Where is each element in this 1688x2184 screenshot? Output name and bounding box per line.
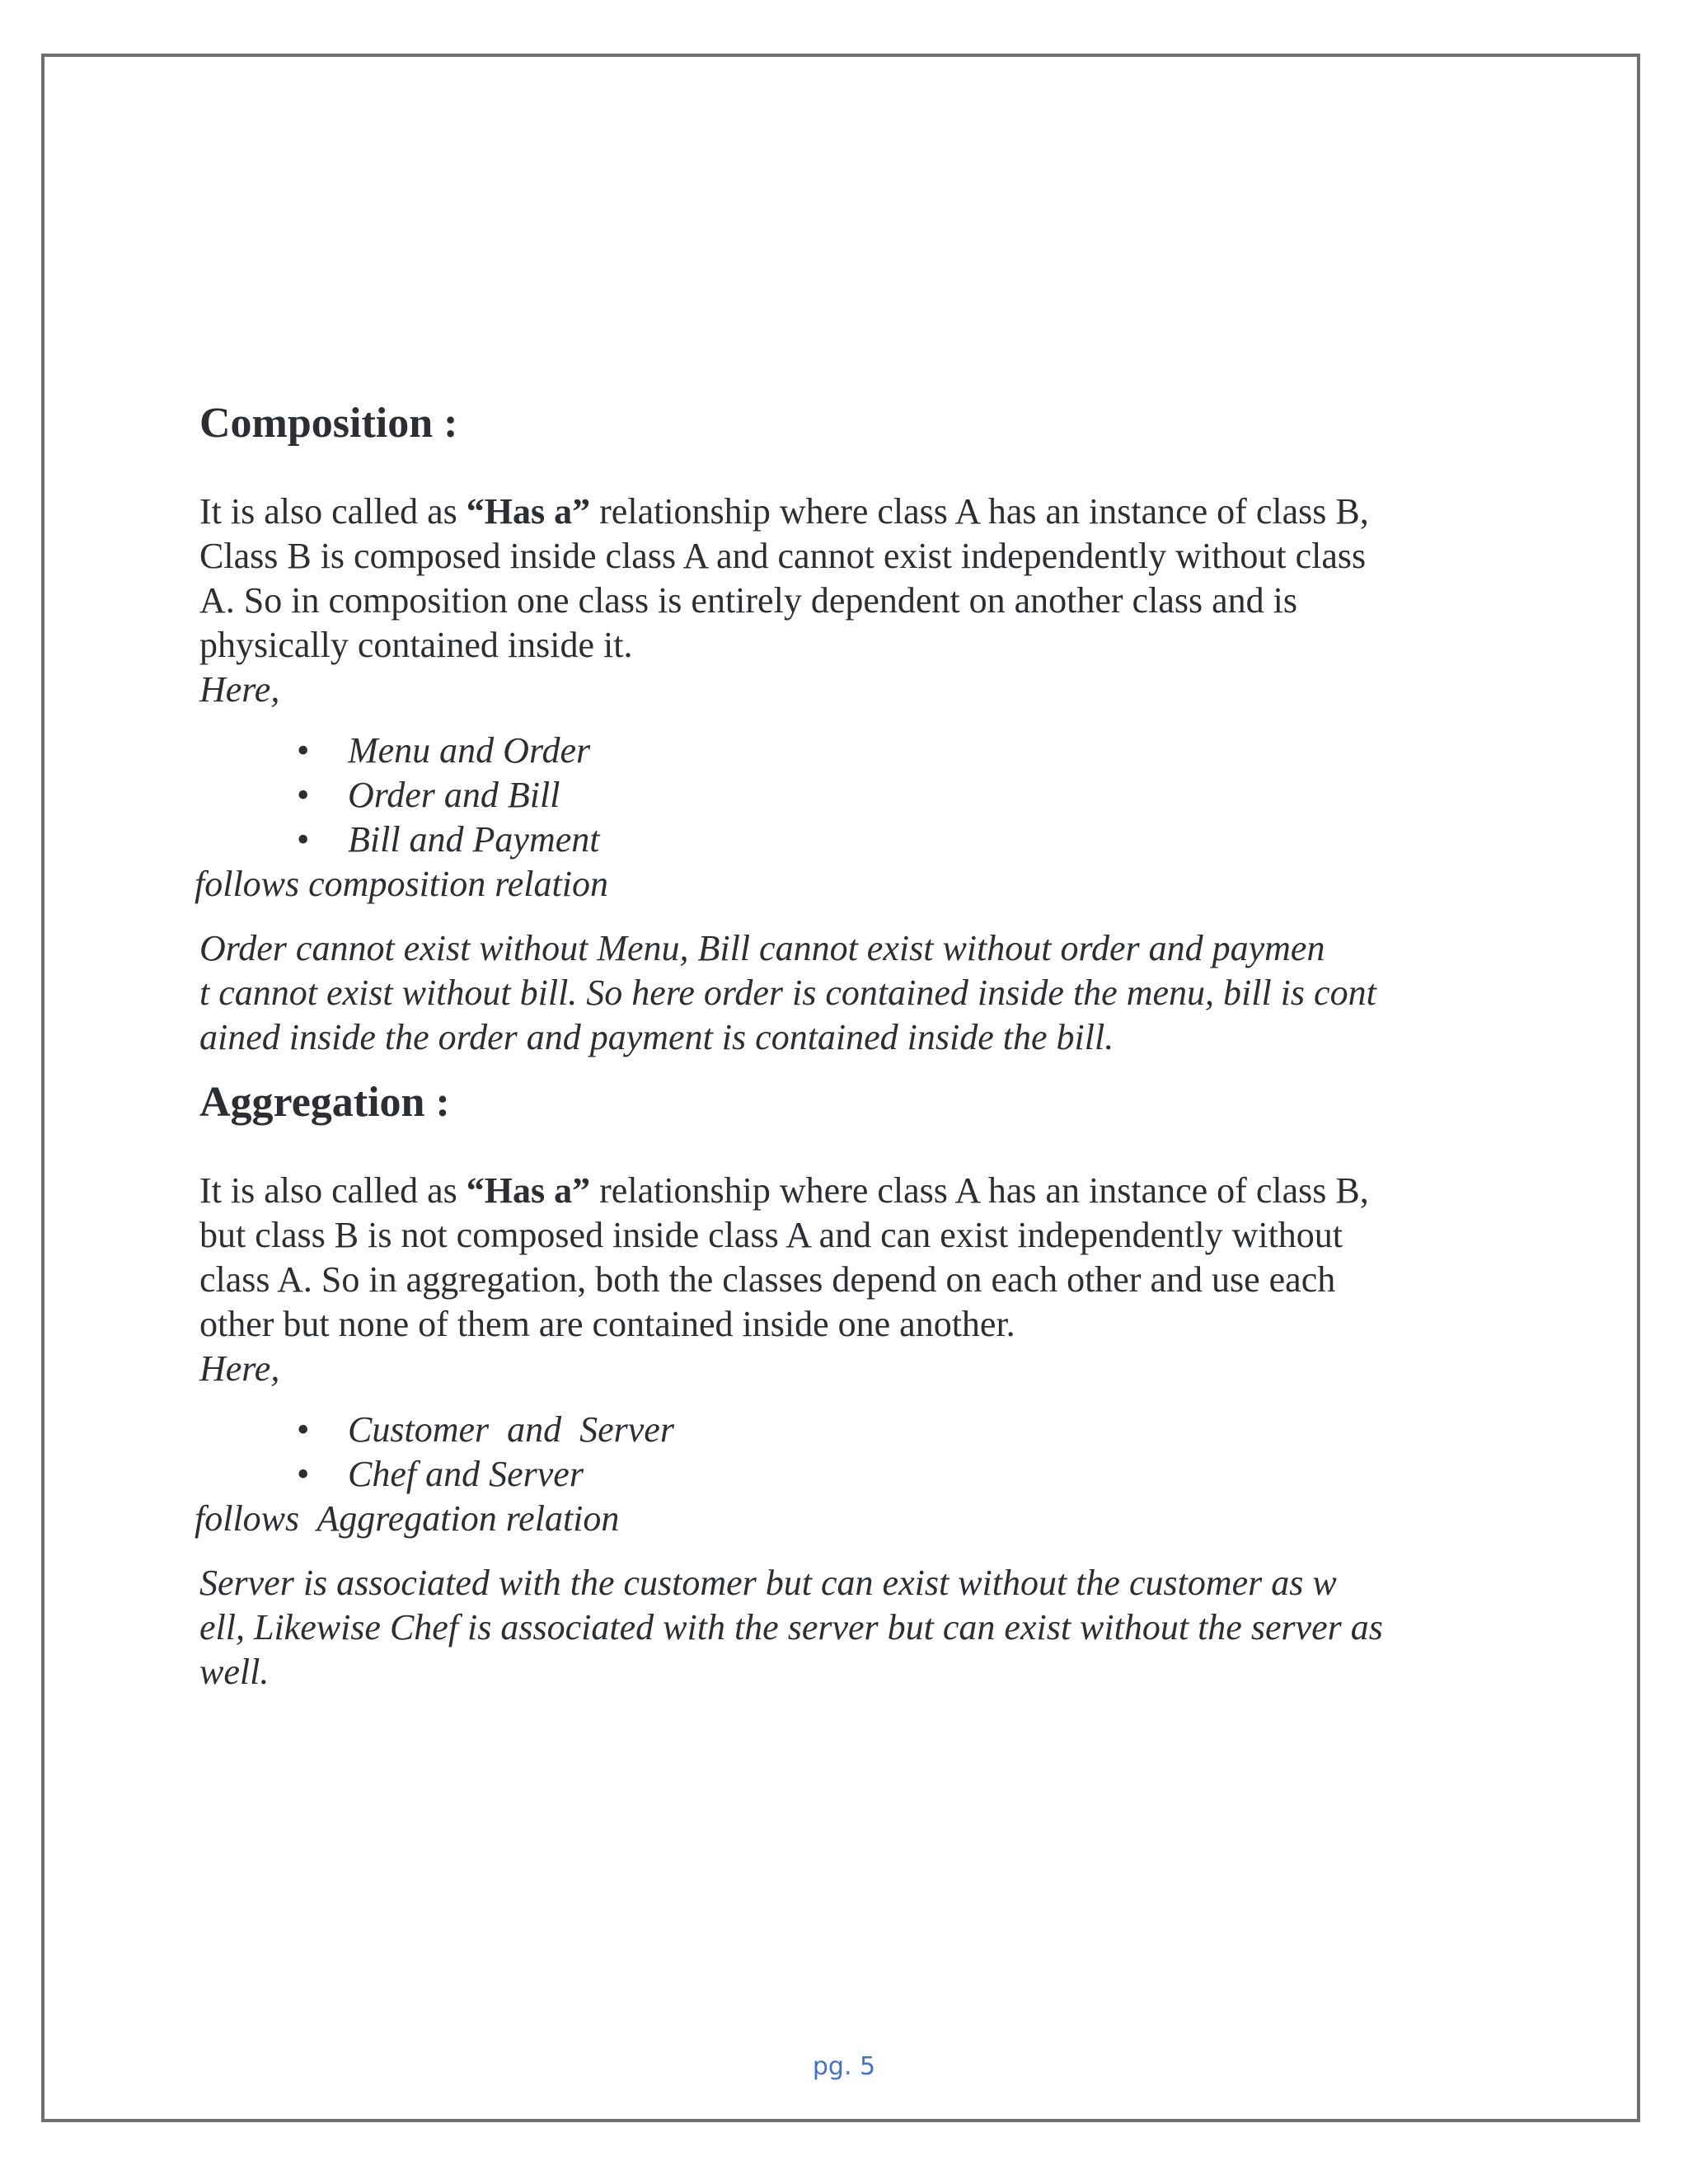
aggregation-follows: follows Aggregation relation	[195, 1498, 620, 1539]
composition-intro-pre: It is also called as	[199, 491, 467, 532]
list-item-label: Bill and Payment	[348, 819, 600, 860]
list-item-label: Chef and Server	[348, 1454, 584, 1494]
page-number: pg. 5	[812, 2052, 876, 2081]
list-item	[199, 773, 1485, 818]
composition-follows: follows composition relation	[195, 864, 608, 904]
aggregation-list	[199, 1408, 1485, 1497]
aggregation-heading: Aggregation :	[199, 1079, 450, 1126]
list-item	[199, 729, 1485, 773]
bullet-icon: •	[297, 775, 310, 815]
composition-explanation: Order cannot exist without Menu, Bill cannot exist without order and paymen t cannot exist without bill. So here order is contained inside the menu, bill is cont ained inside the order and payment is contained inside the bill.	[199, 928, 1376, 1057]
composition-here: Here,	[199, 669, 280, 710]
list-item-label: Menu and Order	[348, 730, 591, 771]
list-item	[199, 1408, 1485, 1452]
bullet-icon: •	[297, 819, 310, 860]
aggregation-intro	[199, 1169, 1485, 1347]
bullet-icon: •	[297, 1454, 310, 1494]
document-body	[195, 397, 1485, 1694]
composition-intro-post: relationship where class A has an instance of class B, Class B is composed inside class A and cannot exist independently without class A. So in composition one class is entirely dependent on another class and is physically contained inside it.	[199, 491, 1369, 665]
list-item	[199, 1452, 1485, 1497]
list-item	[199, 818, 1485, 862]
bullet-icon: •	[297, 1409, 310, 1450]
composition-list	[199, 729, 1485, 862]
composition-heading: Composition :	[199, 400, 458, 447]
composition-intro	[199, 490, 1485, 668]
aggregation-explanation: Server is associated with the customer but can exist without the customer as w ell, Likewise Chef is associated with the server but can exist without the server as well.	[199, 1563, 1383, 1692]
list-item-label: Order and Bill	[348, 775, 560, 815]
aggregation-here: Here,	[199, 1348, 280, 1389]
bullet-icon: •	[297, 730, 310, 771]
composition-intro-bold: “Has a”	[466, 491, 591, 532]
list-item-label: Customer and Server	[348, 1409, 674, 1450]
aggregation-intro-bold: “Has a”	[466, 1170, 591, 1211]
aggregation-intro-post: relationship where class A has an instance of class B, but class B is not composed inside class A and can exist independently without class A. So in aggregation, both the classes depend on each other and use each other but none of them are contained inside one another.	[199, 1170, 1369, 1344]
aggregation-intro-pre: It is also called as	[199, 1170, 467, 1211]
